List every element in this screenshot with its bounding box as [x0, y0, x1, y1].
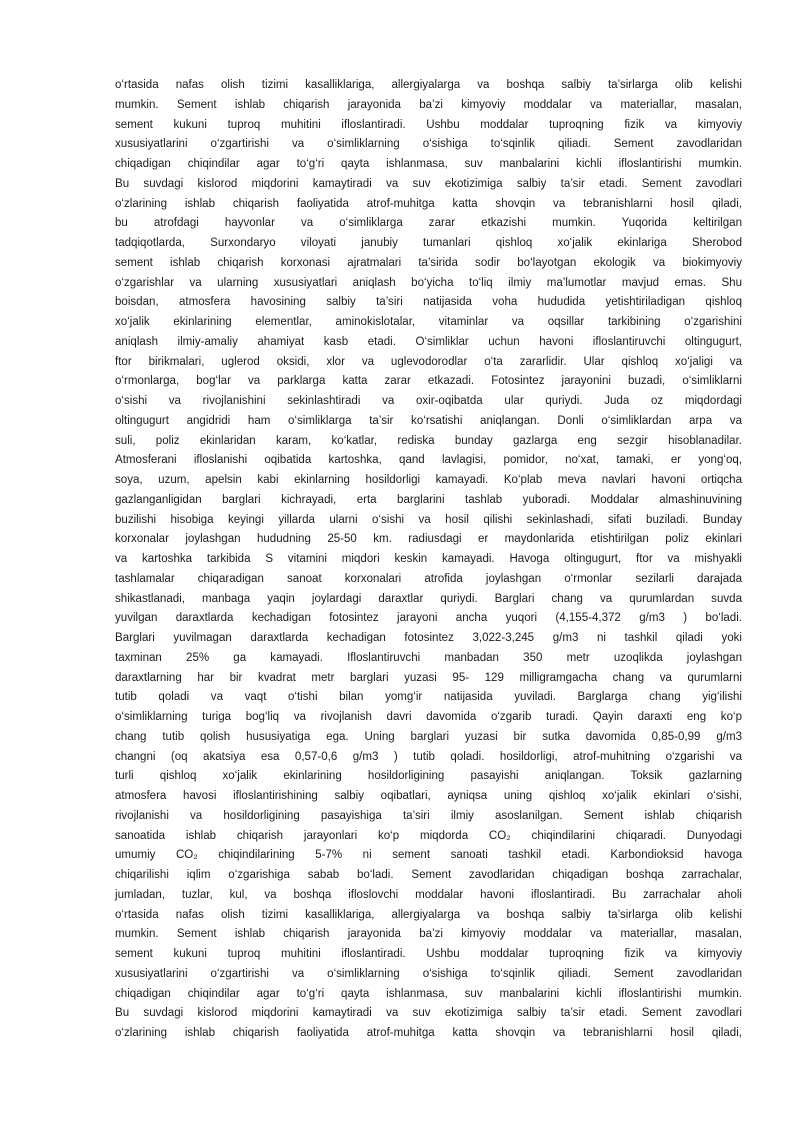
text-line: yuvilgan daraxtlarda kechadigan fotosintez jarayoni ancha yuqori (4,155-4,372 g/m3 ) bo‘ladi.	[115, 612, 742, 625]
text-line: oltingugurt angidridi ham o‘simliklarga ta’sir ko‘rsatishi aniqlangan. Donli o‘simliklardan arpa va	[115, 414, 742, 427]
text-line: o‘zgarishlar va ularning xususiyatlari aniqlash bo‘yicha to‘liq ilmiy ma’lumotlar mavjud emas. Shu	[115, 276, 742, 289]
text-line: Bu suvdagi kislorod miqdorini kamaytiradi va suv ekotizimiga salbiy ta’sir etadi. Sement zavodlari	[115, 1007, 742, 1020]
text-line: sanoatida ishlab chiqarish jarayonlari ko‘p miqdorda CO₂ chiqindilarini chiqaradi. Dunyodagi	[115, 829, 742, 842]
text-line: o‘rtasida nafas olish tizimi kasalliklariga, allergiyalarga va boshqa salbiy ta’sirlarga olib kelishi	[115, 908, 742, 921]
text-line: aniqlash ilmiy-amaliy ahamiyat kasb etadi. O‘simliklar uchun havoni ifloslantiruvchi oltingugurt,	[115, 335, 742, 348]
text-line: xususiyatlarini o‘zgartirishi va o‘simliklarning o‘sishiga to‘sqinlik qiliadi. Sement zavodlaridan	[115, 967, 742, 980]
text-line: bu atrofdagi hayvonlar va o‘simliklarga zarar etkazishi mumkin. Yuqorida keltirilgan	[115, 217, 742, 230]
text-line: buzilishi hisobiga keyingi yillarda ularni o‘sishi va hosil qilishi sekinlashadi, sifati buziladi. Bunday	[115, 513, 742, 526]
text-line: Atmosferani ifloslanishi oqibatida kartoshka, qand lavlagisi, pomidor, no‘xat, tamaki, er yong‘oq,	[115, 454, 742, 467]
text-line: xususiyatlarini o‘zgartirishi va o‘simliklarning o‘sishiga to‘sqinlik qiliadi. Sement zavodlaridan	[115, 138, 742, 151]
text-line: tutib qoladi va vaqt o‘tishi bilan yomg‘ir natijasida yuviladi. Barglarga chang yig‘ilishi	[115, 691, 742, 704]
text-line: chiqadigan chiqindilar agar to‘g‘ri qayta ishlanmasa, suv manbalarini kichli ifloslantirishi mumkin.	[115, 158, 742, 170]
text-line: taxminan 25% ga kamayadi. Ifloslantiruvchi manbadan 350 metr uzoqlikda joylashgan	[115, 651, 742, 664]
text-line: ftor birikmalari, uglerod oksidi, xlor va uglevodorodlar o‘ta zararlidir. Ular qishloq xo‘jaligi va	[115, 355, 742, 368]
text-line: suli, poliz ekinlaridan karam, ko‘katlar, rediska bunday gazlarga eng sezgir hisoblanadilar.	[115, 434, 742, 447]
text-line: soya, uzum, apelsin kabi ekinlarning hosildorligi kamayadi. Ko‘plab meva navlari havoni ortiqcha	[115, 474, 742, 486]
text-line: chiqadigan chiqindilar agar to‘g‘ri qayta ishlanmasa, suv manbalarini kichli ifloslantirishi mumkin.	[115, 987, 742, 1000]
text-line: changni (oq akatsiya esa 0,57-0,6 g/m3 ) tutib qoladi. hosildorligi, atrof-muhitning o‘zgarishi va	[115, 750, 742, 763]
text-line: boisdan, atmosfera havosining salbiy ta’siri natijasida voha hududida yetishtiriladigan qishloq	[115, 296, 742, 309]
body-text	[115, 76, 742, 1044]
text-line: rivojlanishi va hosildorligining pasayishiga ta’siri ilmiy asoslanilgan. Sement ishlab chiqarish	[115, 809, 742, 822]
text-line: sement ishlab chiqarish korxonasi ajratmalari ta’sirida sodir bo‘layotgan ekologik va biokimyoviy	[115, 256, 742, 269]
text-line: o‘sishi va rivojlanishini sekinlashtiradi va oxir-oqibatda ular quriydi. Juda oz miqdordagi	[115, 395, 742, 407]
text-line: mumkin. Sement ishlab chiqarish jarayonida ba’zi kimyoviy moddalar va materiallar, masalan,	[115, 928, 742, 941]
text-line: daraxtlarning har bir kvadrat metr barglari yuzasi 95- 129 milligramgacha chang va qurumlarni	[115, 671, 742, 684]
text-line: xo‘jalik ekinlarining elementlar, aminokislotalar, vitaminlar va oqsillar tarkibining o‘zgarishini	[115, 316, 742, 328]
text-line: umumiy CO₂ chiqindilarining 5-7% ni sement sanoati tashkil etadi. Karbondioksid havoga	[115, 849, 742, 862]
text-line: turli qishloq xo‘jalik ekinlarining hosildorligining pasayishi aniqlangan. Toksik gazlarning	[115, 770, 742, 783]
text-line: tashlamalar chiqaradigan sanoat korxonalari atrofida joylashgan o‘rmonlar sezilarli darajada	[115, 572, 742, 585]
text-line: Barglari yuvilmagan daraxtlarda kechadigan fotosintez 3,022-3,245 g/m3 ni tashkil qiladi yoki	[115, 632, 742, 644]
text-line: mumkin. Sement ishlab chiqarish jarayonida ba’zi kimyoviy moddalar va materiallar, masalan,	[115, 98, 742, 111]
text-line: sement kukuni tuproq muhitini ifloslantiradi. Ushbu moddalar tuproqning fizik va kimyoviy	[115, 118, 742, 131]
text-line: o‘rtasida nafas olish tizimi kasalliklariga, allergiyalarga va boshqa salbiy ta’sirlarga olib kelishi	[115, 79, 742, 91]
text-line: o‘rmonlarga, bog‘lar va parklarga katta zarar etkazadi. Fotosintez jarayonini buzadi, o‘simliklarni	[115, 375, 742, 388]
text-line: o‘zlarining ishlab chiqarish faoliyatida atrof-muhitga katta shovqin va tebranishlarni hosil qiladi,	[115, 197, 742, 210]
text-line: jumladan, tuzlar, kul, va boshqa ifloslovchi moddalar havoni ifloslantiradi. Bu zarrachalar aholi	[115, 888, 742, 901]
text-line: chiqarilishi iqlim o‘zgarishiga sabab bo‘ladi. Sement zavodlaridan chiqadigan boshqa zarrachalar,	[115, 869, 742, 881]
text-line: chang tutib qolish hususiyatiga ega. Uning barglari yuzasi bir sutka davomida 0,85-0,99 g/m3	[115, 730, 742, 743]
text-line: Bu suvdagi kislorod miqdorini kamaytiradi va suv ekotizimiga salbiy ta’sir etadi. Sement zavodlari	[115, 177, 742, 190]
text-line: atmosfera havosi ifloslantirishining salbiy oqibatlari, ayniqsa uning qishloq xo‘jalik ekinlari o‘sishi,	[115, 790, 742, 802]
text-line: o‘simliklarning turiga bog‘liq va rivojlanish davri davomida o‘zgarib turadi. Qayin daraxti eng ko‘p	[115, 711, 742, 723]
text-line: sement kukuni tuproq muhitini ifloslantiradi. Ushbu moddalar tuproqning fizik va kimyoviy	[115, 948, 742, 960]
text-line: o‘zlarining ishlab chiqarish faoliyatida atrof-muhitga katta shovqin va tebranishlarni hosil qiladi,	[115, 1027, 742, 1039]
text-line: korxonalar joylashgan hududning 25-50 km. radiusdagi er maydonlarida etishtirilgan poliz ekinlari	[115, 533, 742, 546]
text-line: va kartoshka tarkibida S vitamini miqdori keskin kamayadi. Havoga oltingugurt, ftor va mishyakli	[115, 553, 742, 565]
text-line: shikastlanadi, manbaga yaqin joylardagi daraxtlar quriydi. Barglari chang va qurumlardan suvda	[115, 592, 742, 605]
text-line: tadqiqotlarda, Surxondaryo viloyati janubiy tumanlari qishloq xo‘jalik ekinlariga Sherobod	[115, 237, 742, 249]
text-line: gazlanganligidan barglari kichrayadi, erta barglarini tashlab yuboradi. Moddalar almashinuvining	[115, 493, 742, 506]
